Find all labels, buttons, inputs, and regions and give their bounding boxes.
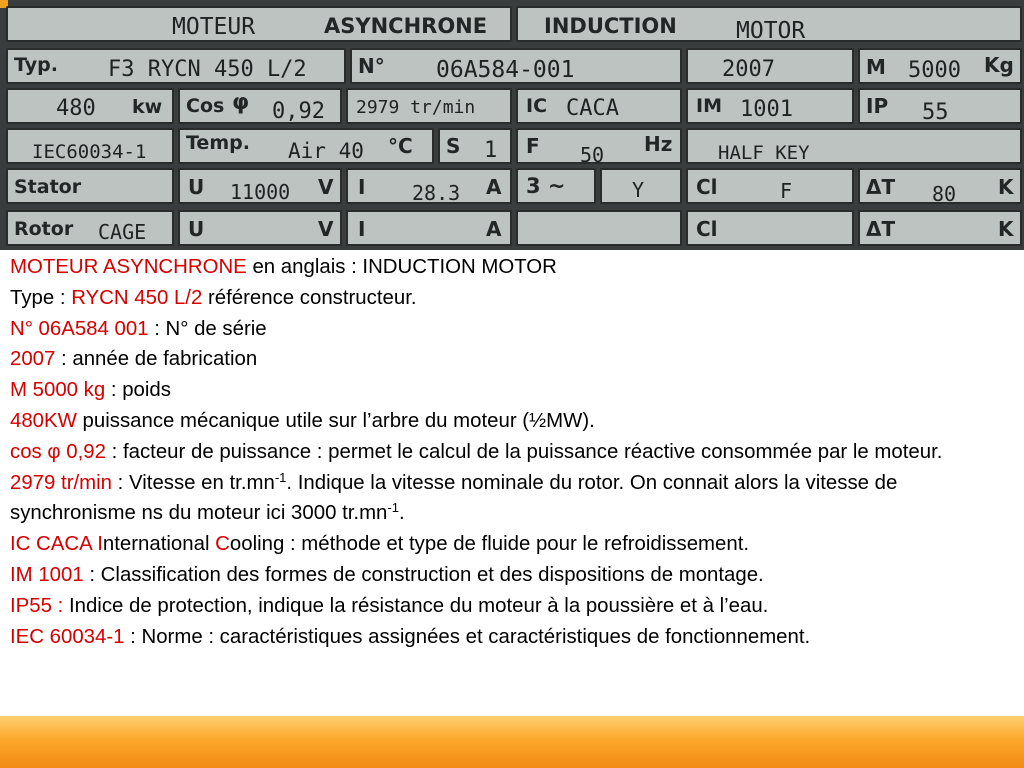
header-left-plate	[6, 6, 512, 42]
rotor-u-label: U	[188, 217, 205, 241]
rotor-label: Rotor	[14, 218, 74, 240]
year-term: 2007	[10, 348, 56, 371]
line-power	[10, 406, 1016, 437]
stator-class-cell	[686, 168, 854, 204]
temp-value: Air 40	[288, 139, 364, 163]
rotor-i-unit: A	[486, 217, 502, 241]
line-motor-type	[10, 252, 1016, 283]
serial-cell	[350, 48, 682, 84]
cooling-term: IC CACA I	[10, 533, 103, 556]
speed-desc-end: .	[398, 502, 405, 525]
serial-term: N° 06A584 001	[10, 317, 149, 340]
stator-cell	[6, 168, 174, 204]
reference-term: RYCN 450 L/2	[71, 286, 203, 309]
reference-desc: référence constructeur.	[202, 286, 417, 309]
ip-value: 55	[922, 100, 949, 124]
rotor-voltage-cell	[178, 210, 342, 246]
line-serial	[10, 314, 1016, 345]
cosphi-label: Cos	[186, 95, 225, 117]
line-year	[10, 344, 1016, 375]
protection-term: IP55 :	[10, 594, 64, 617]
stator-cl-label: Cl	[696, 175, 718, 199]
line-protection	[10, 591, 1016, 622]
header-induction: INDUCTION	[544, 14, 677, 38]
stator-i-unit: A	[486, 175, 502, 199]
rotor-dt-label: ΔT	[866, 217, 896, 241]
rotor-value: CAGE	[98, 220, 147, 244]
stator-dt-label: ΔT	[866, 175, 896, 199]
mass-value: 5000	[908, 58, 961, 83]
phase-label: 3 ~	[526, 174, 566, 198]
weight-term: M 5000 kg	[10, 379, 106, 402]
wye-cell	[600, 168, 682, 204]
weight-desc: : poids	[105, 379, 171, 402]
motor-type-desc: en anglais : INDUCTION MOTOR	[246, 256, 557, 278]
stator-dt-unit: K	[998, 175, 1014, 199]
key-value: HALF KEY	[718, 142, 810, 164]
standard-desc: : Norme : caractéristiques assignées et caractéristiques de fonctionnement.	[124, 625, 811, 648]
power-value: 480	[56, 96, 96, 121]
typ-label: Typ.	[14, 54, 58, 76]
line-speed	[10, 468, 1016, 530]
header-motor: MOTOR	[736, 18, 806, 42]
cooling-term-c: C	[215, 533, 230, 556]
line-weight	[10, 375, 1016, 406]
rotor-cell	[6, 210, 174, 246]
rotor-current-cell	[346, 210, 512, 246]
mounting-desc: : Classification des formes de construction et des dispositions de montage.	[83, 563, 764, 586]
mass-cell	[858, 48, 1022, 84]
header-asynchrone: ASYNCHRONE	[324, 14, 488, 38]
line-reference	[10, 283, 1016, 314]
cosphi-term: cos φ 0,92	[10, 440, 106, 463]
stator-i-value: 28.3	[412, 181, 461, 204]
ip-label: IP	[866, 94, 889, 118]
serial-value: 06A584-001	[436, 57, 575, 83]
rotor-class-cell	[686, 210, 854, 246]
cosphi-desc: : facteur de puissance : permet le calcul de la puissance réactive consommée par le moteur.	[105, 440, 943, 463]
mounting-term: IM 1001	[10, 563, 84, 586]
duty-cell	[438, 128, 512, 164]
typ-value: F3 RYCN 450 L/2	[108, 57, 307, 82]
rotor-blank-cell	[516, 210, 682, 246]
serial-desc: : N° de série	[148, 317, 267, 340]
mass-unit: Kg	[984, 53, 1014, 77]
cosphi-cell	[178, 88, 342, 124]
speed-exponent-2: -1	[387, 500, 399, 516]
power-cell	[6, 88, 174, 124]
reference-prefix: Type :	[10, 286, 72, 309]
stator-i-label: I	[358, 175, 366, 199]
rotor-cl-label: Cl	[696, 217, 718, 241]
speed-exponent: -1	[274, 469, 287, 485]
rotor-u-unit: V	[318, 217, 334, 241]
stator-cl-value: F	[780, 179, 793, 203]
motor-nameplate-photo	[0, 0, 1024, 250]
stator-current-cell	[346, 168, 512, 204]
standard-term: IEC 60034-1	[10, 625, 125, 648]
freq-unit: Hz	[644, 132, 673, 156]
ic-value: CACA	[566, 96, 619, 121]
cosphi-value: 0,92	[272, 99, 325, 124]
im-label: IM	[696, 95, 722, 117]
stator-dt-cell	[858, 168, 1022, 204]
header-right-plate	[516, 6, 1022, 42]
stator-voltage-cell	[178, 168, 342, 204]
wye-symbol: Y	[632, 178, 645, 202]
explanation-text	[10, 252, 1016, 652]
rotor-dt-unit: K	[998, 217, 1014, 241]
standard-cell	[6, 128, 174, 164]
typ-cell	[6, 48, 346, 84]
mass-label: M	[866, 55, 886, 79]
phase-cell	[516, 168, 596, 204]
ic-label: IC	[526, 95, 548, 117]
power-term: 480KW	[10, 409, 77, 432]
freq-value: 50	[580, 143, 605, 164]
stator-u-label: U	[188, 175, 205, 199]
phi-symbol: φ	[232, 90, 250, 115]
rotor-dt-cell	[858, 210, 1022, 246]
power-desc: puissance mécanique utile sur l’arbre du moteur (½MW).	[76, 409, 595, 432]
cooling-desc-a: nternational	[102, 533, 216, 556]
line-standard	[10, 622, 1016, 653]
line-cosphi	[10, 437, 1016, 468]
stator-label: Stator	[14, 176, 82, 198]
stator-dt-value: 80	[932, 182, 957, 204]
protection-desc: Indice de protection, indique la résistance du moteur à la poussière et à l’eau.	[63, 594, 769, 617]
temp-label: Temp.	[186, 132, 250, 154]
speed-term: 2979 tr/min	[10, 471, 113, 494]
line-cooling	[10, 529, 1016, 560]
serial-label: N°	[358, 54, 385, 78]
cooling-desc-b: ooling : méthode et type de fluide pour le refroidissement.	[229, 533, 750, 556]
key-cell	[686, 128, 1022, 164]
speed-desc-b: . Indique la vitesse nominale du rotor. On connait alors la vitesse de synchronisme ns du moteur ici 3000 tr.mn	[10, 471, 898, 525]
duty-value: 1	[484, 138, 498, 163]
standard-value: IEC60034-1	[32, 141, 147, 163]
speed-desc-a: : Vitesse en tr.mn	[112, 471, 275, 494]
duty-label: S	[446, 134, 461, 158]
stator-u-value: 11000	[230, 180, 291, 204]
ic-cell	[516, 88, 682, 124]
temp-cell	[178, 128, 434, 164]
freq-cell	[516, 128, 682, 164]
year-value: 2007	[722, 57, 775, 82]
temp-unit: °C	[388, 134, 413, 158]
im-value: 1001	[740, 97, 793, 122]
line-mounting	[10, 560, 1016, 591]
stator-u-unit: V	[318, 175, 334, 199]
year-cell	[686, 48, 854, 84]
orange-footer-band	[0, 716, 1024, 768]
power-unit: kw	[132, 96, 163, 118]
motor-type-term: MOTEUR ASYNCHRONE	[10, 256, 247, 278]
header-moteur: MOTEUR	[172, 14, 256, 40]
speed-value: 2979 tr/min	[356, 97, 476, 118]
year-desc: : année de fabrication	[55, 348, 258, 371]
rotor-i-label: I	[358, 217, 366, 241]
freq-label: F	[526, 134, 540, 158]
ip-cell	[858, 88, 1022, 124]
speed-cell	[346, 88, 512, 124]
im-cell	[686, 88, 854, 124]
